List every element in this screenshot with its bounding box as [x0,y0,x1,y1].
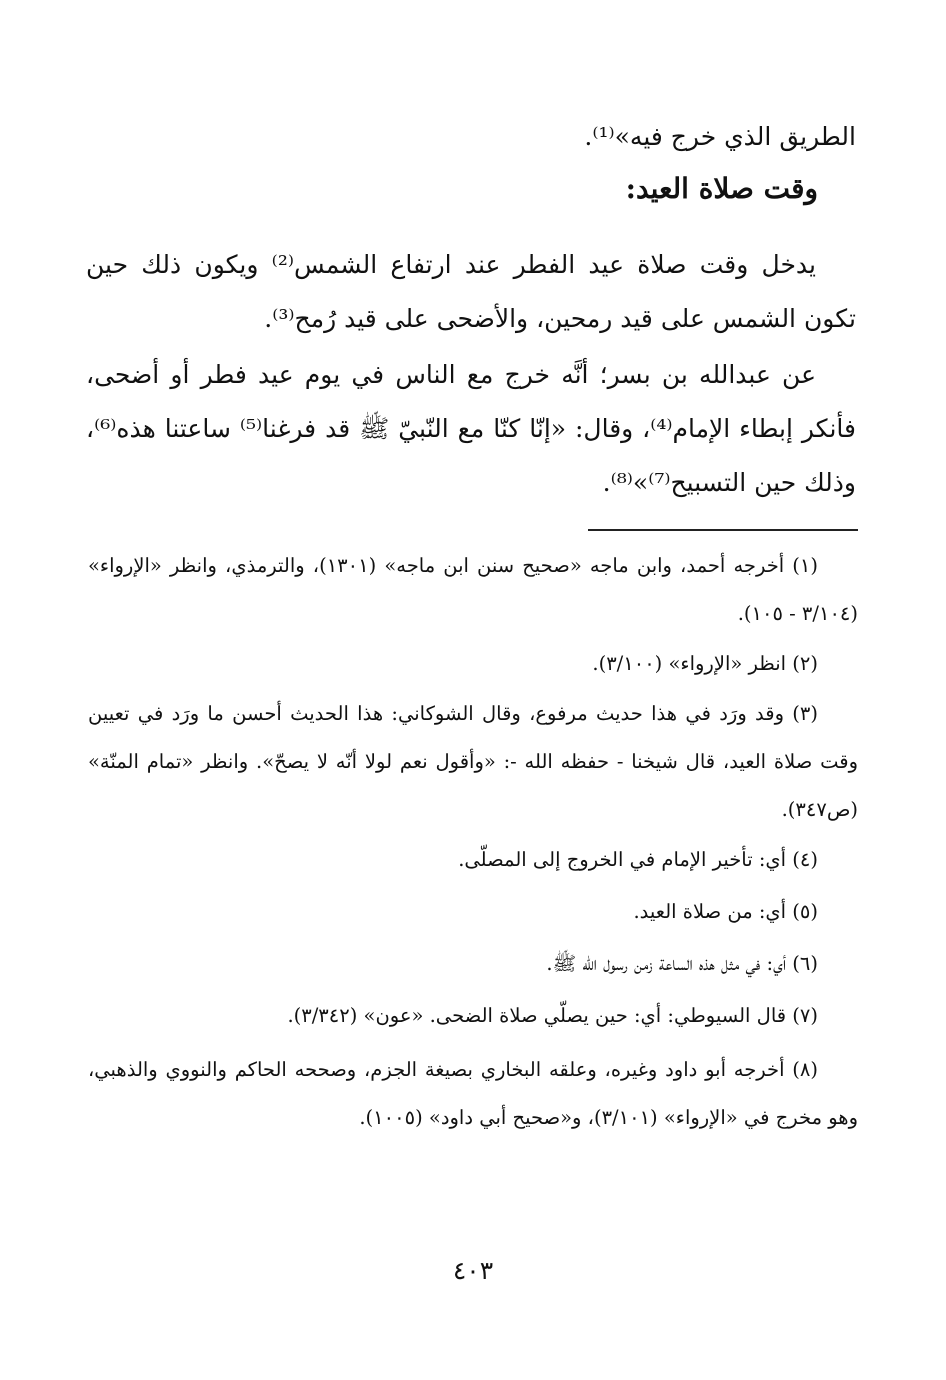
footnote: (٨) أخرجه أبو داود وغيره، وعلقه البخاري بصيغة الجزم، وصححه الحاكم والنووي والذهبي، وهو مخرج في «الإرواء» (٣/١٠١)، و«صحيح أبي داود» (١٠٠٥). [88,1058,858,1129]
section-heading: وقت صلاة العيد: [625,172,818,205]
footnote-separator [588,529,858,531]
body-paragraph: يدخل وقت صلاة عيد الفطر عند ارتفاع الشمس⁽²⁾ ويكون ذلك حين تكون الشمس على قيد رمحين، والأضحى على قيد رُمح⁽³⁾. [86,250,856,333]
footnote: (١) أخرجه أحمد، وابن ماجه «صحيح سنن ابن ماجه» (١٣٠١)، والترمذي، وانظر «الإرواء» (٣/١٠٤ - ١٠٥). [88,554,858,625]
footnote: (٥) أي: من صلاة العيد. [633,900,818,923]
page-number: ٤٠٣ [452,1256,494,1285]
footnote: (٦) أي: في مثل هذه الساعة زمن رسول الله ﷺ. [546,952,818,975]
footnote: (٤) أي: تأخير الإمام في الخروج إلى المصلّى. [458,848,818,871]
footnote: (٧) قال السيوطي: أي: حين يصلّي صلاة الضحى. «عون» (٣/٣٤٢). [287,1004,818,1027]
continued-text: الطريق الذي خرج فيه»⁽¹⁾. [584,122,856,151]
body-paragraph: عن عبدالله بن بسر؛ أنَّه خرج مع الناس في يوم عيد فطر أو أضحى، فأنكر إبطاء الإمام⁽⁴⁾، وقال: «إنّا كنّا مع النّبيّ ﷺ قد فرغنا⁽⁵⁾ ساعتنا هذه⁽⁶⁾، وذلك حين التسبيح⁽⁷⁾»⁽⁸⁾. [86,360,856,497]
footnote: (٣) وقد ورَد في هذا حديث مرفوع، وقال الشوكاني: هذا الحديث أحسن ما ورَد في تعيين وقت صلاة العيد، قال شيخنا - حفظه الله -: «وأقول نعم لولا أنّه لا يصحّ». وانظر «تمام المنّة» (ص٣٤٧). [88,702,858,821]
footnote: (٢) انظر «الإرواء» (٣/١٠٠). [592,652,818,675]
